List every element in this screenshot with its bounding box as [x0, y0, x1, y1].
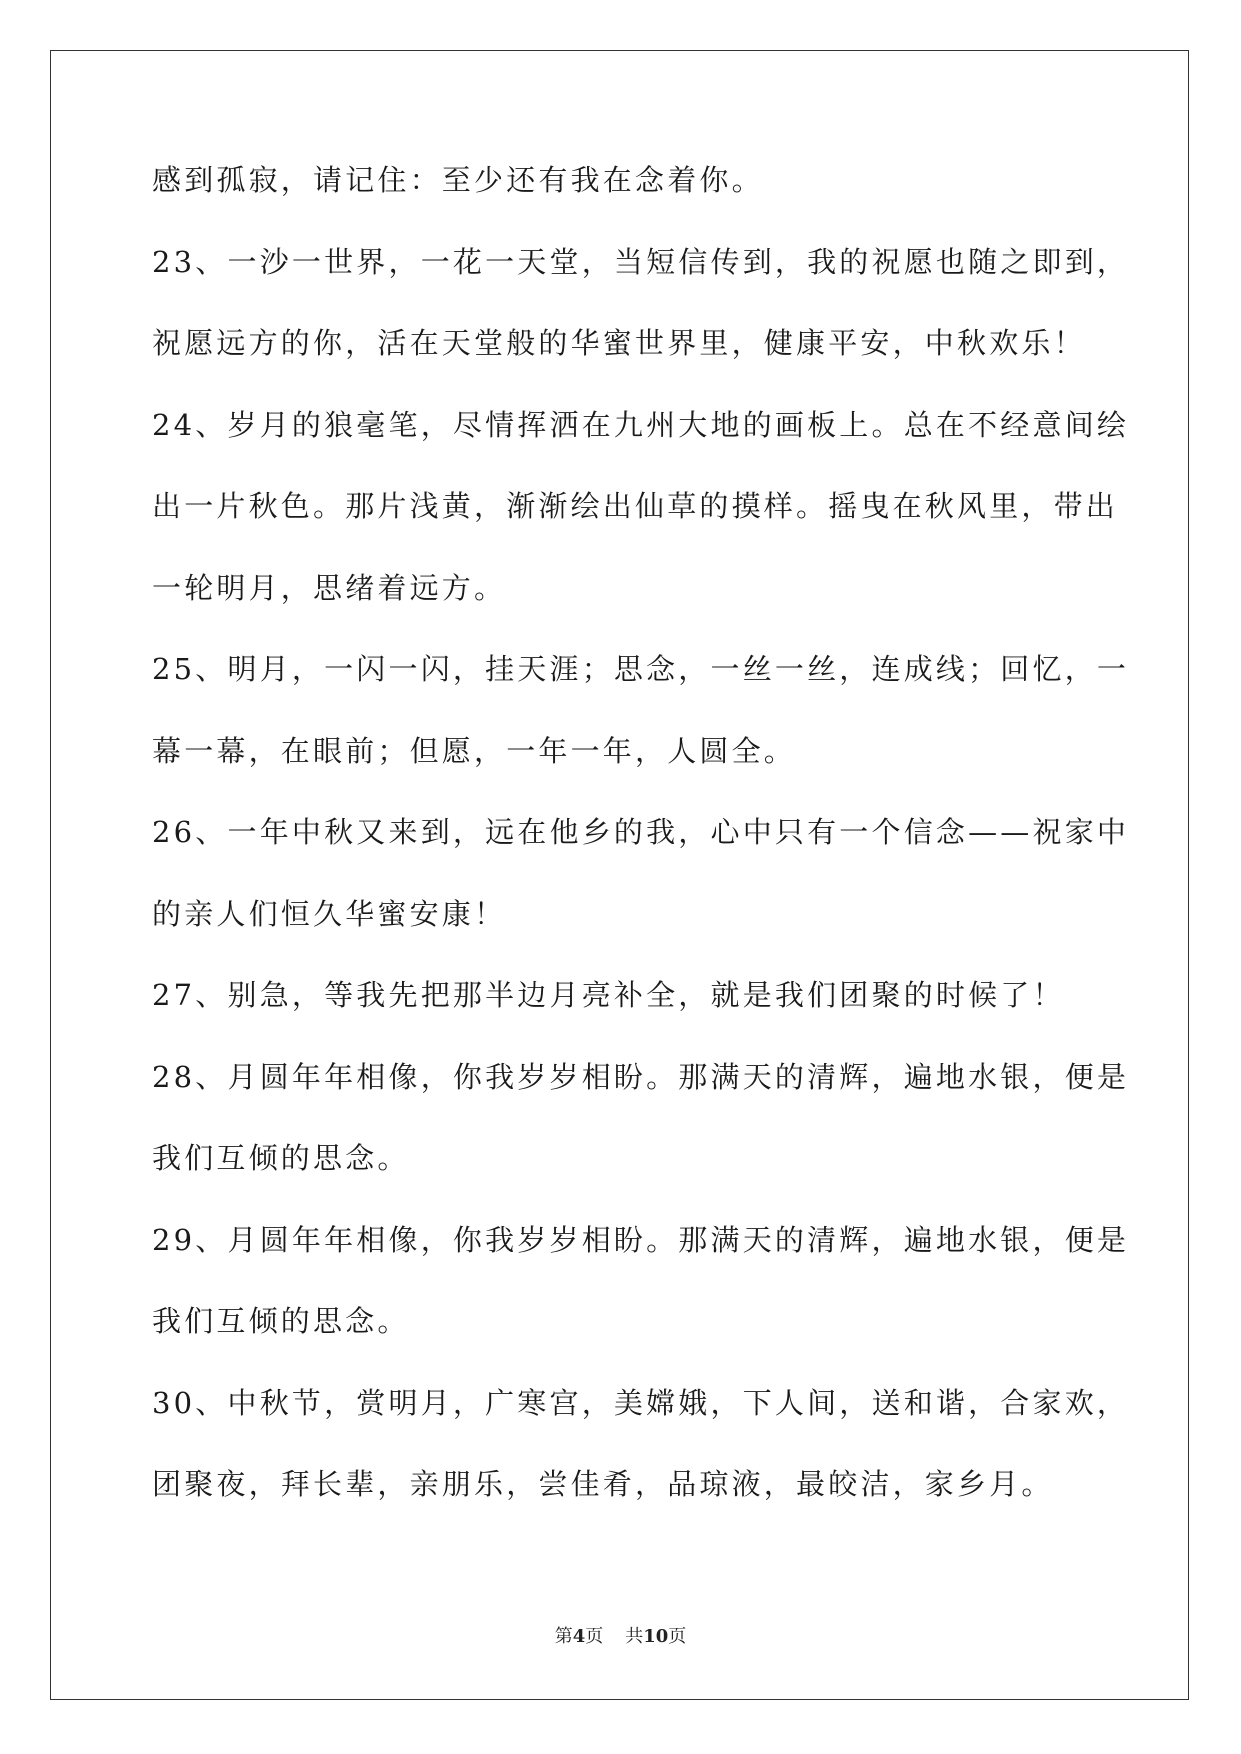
total-prefix: 共: [625, 1626, 644, 1647]
text-line: 24、岁月的狼毫笔，尽情挥洒在九州大地的画板上。总在不经意间绘: [152, 407, 1130, 442]
total-pages: 10: [643, 1626, 669, 1647]
text-line: 的亲人们恒久华蜜安康！: [152, 896, 507, 931]
text-line: 出一片秋色。那片浅黄，渐渐绘出仙草的摸样。摇曳在秋风里，带出: [152, 489, 1119, 523]
page-number: 4: [572, 1626, 586, 1647]
text-line: 26、一年中秋又来到，远在他乡的我，心中只有一个信念——祝家中: [152, 815, 1130, 849]
text-line: 一轮明月，思绪着远方。: [152, 570, 507, 605]
text-line: 30、中秋节，赏明月，广寒宫，美嫦娥，下人间，送和谐，合家欢，: [152, 1385, 1130, 1420]
text-line: 27、别急，等我先把那半边月亮补全，就是我们团聚的时候了！: [152, 978, 1065, 1012]
text-line: 25、明月，一闪一闪，挂天涯；思念，一丝一丝，连成线；回忆，一: [152, 652, 1130, 686]
page-prefix: 第: [554, 1626, 573, 1647]
text-line: 幕一幕，在眼前；但愿，一年一年，人圆全。: [152, 733, 797, 768]
text-line: 28、月圆年年相像，你我岁岁相盼。那满天的清辉，遍地水银，便是: [152, 1059, 1130, 1094]
text-line: 我们互倾的思念。: [152, 1141, 410, 1175]
text-line: 团聚夜，拜长辈，亲朋乐，尝佳肴，品琼液，最皎洁，家乡月。: [152, 1467, 1054, 1501]
text-line: 29、月圆年年相像，你我岁岁相盼。那满天的清辉，遍地水银，便是: [152, 1222, 1130, 1257]
text-line: 祝愿远方的你，活在天堂般的华蜜世界里，健康平安，中秋欢乐！: [152, 326, 1086, 360]
page-footer: [0, 1622, 1241, 1648]
text-line: 23、一沙一世界，一花一天堂，当短信传到，我的祝愿也随之即到，: [152, 244, 1130, 279]
text-line: 我们互倾的思念。: [152, 1304, 410, 1338]
total-suffix: 页: [668, 1626, 687, 1647]
page-suffix: 页: [585, 1626, 604, 1647]
text-line: 感到孤寂，请记住：至少还有我在念着你。: [152, 163, 764, 197]
document-body: [152, 158, 1130, 1544]
